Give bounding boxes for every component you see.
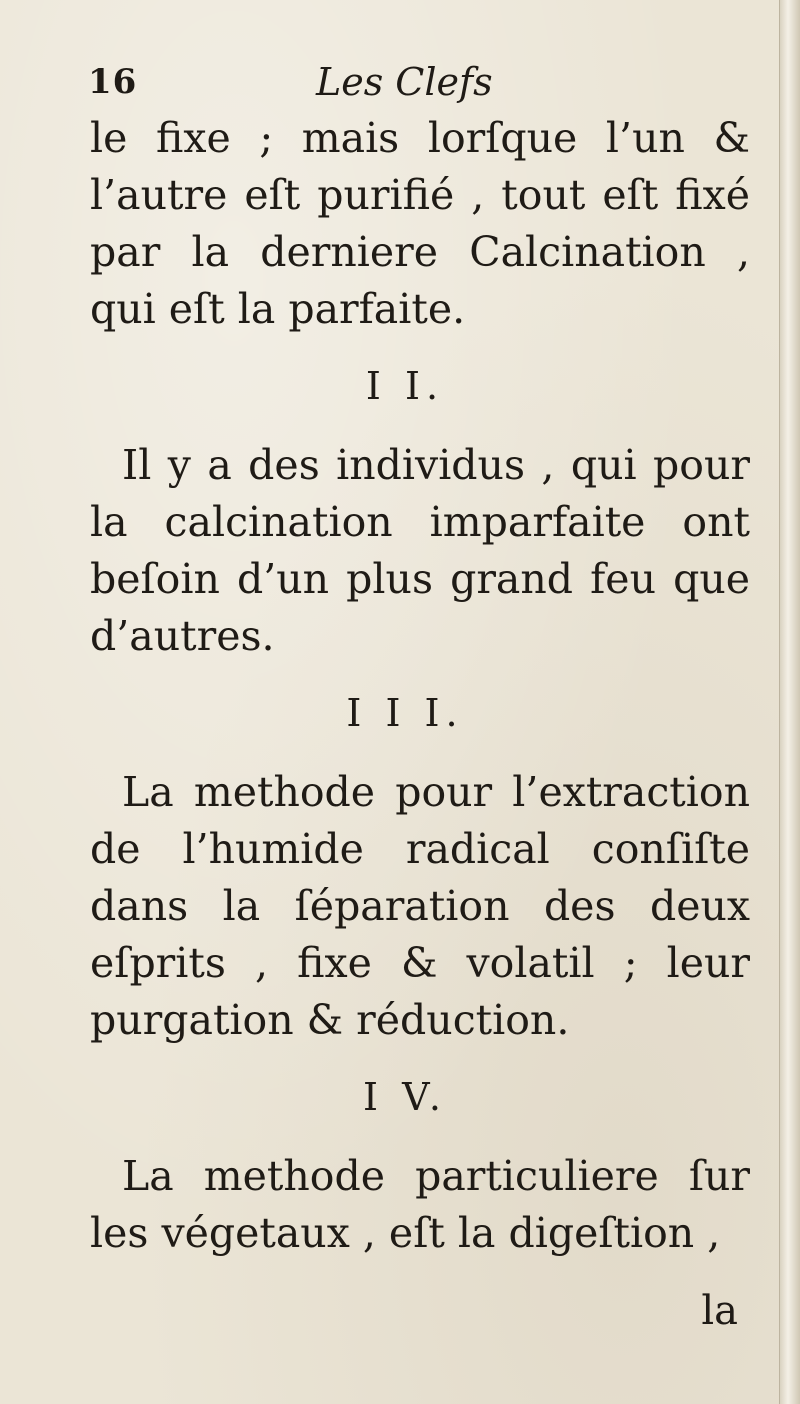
paragraph-section-3: La methode pour l’extraction de l’humide radical conſiſte dans la ſéparation des deux eſprits , fixe & volatil ; leur purgation & réduction.: [90, 768, 750, 1044]
paragraph-section-2: Il y a des individus , qui pour la calcination imparfaite ont beſoin d’un plus grand feu que d’autres.: [90, 441, 750, 660]
page-number: 16: [88, 62, 138, 102]
running-title: Les Clefs: [316, 60, 493, 104]
section-number-2: I I.: [365, 364, 445, 408]
paragraph-section-4: La methode particuliere ſur les végetaux , eſt la digeſtion ,: [90, 1152, 750, 1257]
paragraph-continuation: le fixe ; mais lorſque l’un & l’autre eſt purifié , tout eſt fixé par la derniere Calcination , qui eſt la parfaite.: [90, 114, 750, 333]
catchword: la: [701, 1288, 738, 1334]
page-edge: [779, 0, 800, 1404]
section-number-3: I I I.: [346, 691, 464, 735]
section-number-4: I V.: [363, 1075, 447, 1119]
body-text: [90, 110, 750, 1262]
page-header: [88, 62, 728, 114]
